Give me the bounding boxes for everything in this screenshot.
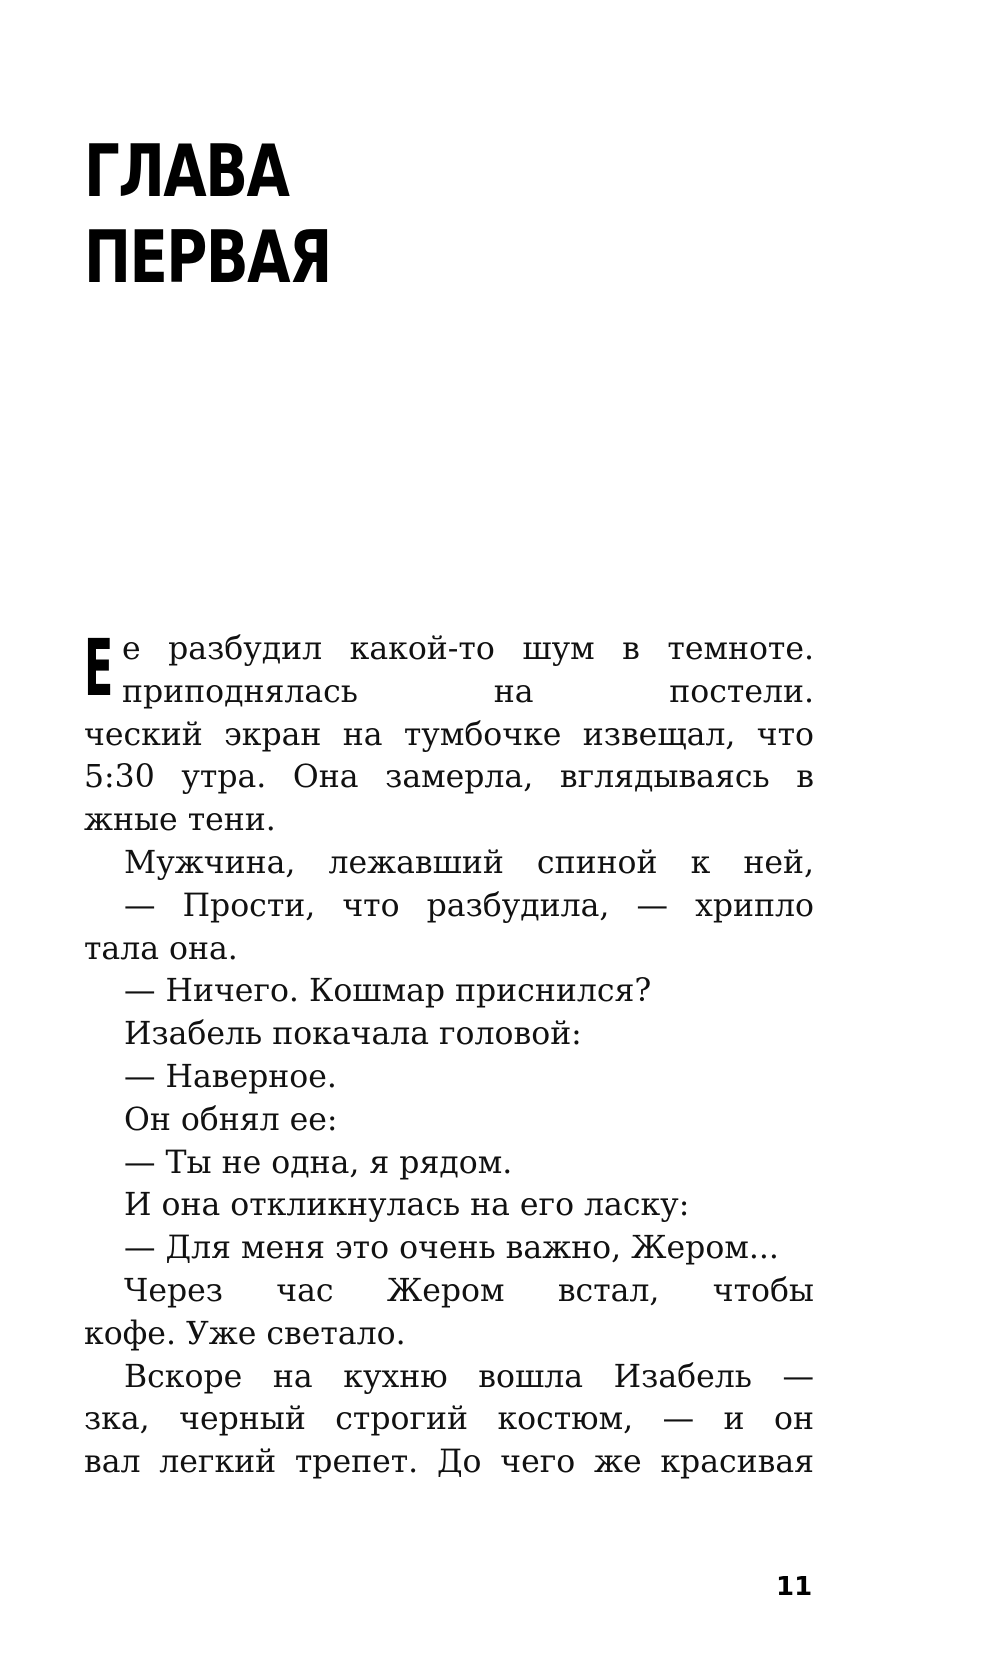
text-line-13: — Ты не одна, я рядом. <box>124 1144 513 1181</box>
text-line-20: вал легкий трепет. До чего же красивая <box>84 1444 814 1481</box>
drop-cap-letter: Е <box>84 624 114 714</box>
text-line-4: 5:30 утра. Она замерла, вглядываясь в <box>84 759 814 796</box>
text-line-6: Мужчина, лежавший спиной к ней, <box>124 844 814 881</box>
text-line-11: — Наверное. <box>124 1058 337 1095</box>
text-line-19: зка, черный строгий костюм, — и он <box>84 1401 814 1438</box>
text-line-2: приподнялась на постели. <box>122 673 814 710</box>
chapter-title <box>84 128 331 300</box>
text-line-14: И она откликнулась на его ласку: <box>124 1187 690 1224</box>
text-line-15: — Для меня это очень важно, Жером... <box>124 1230 779 1267</box>
text-line-7: — Прости, что разбудила, — хрипло <box>124 887 814 924</box>
text-line-18: Вскоре на кухню вошла Изабель — <box>124 1358 814 1395</box>
text-line-16: Через час Жером встал, чтобы <box>124 1272 814 1309</box>
text-line-5: жные тени. <box>84 802 276 839</box>
text-line-9: — Ничего. Кошмар приснился? <box>124 973 652 1010</box>
page-number: 11 <box>776 1572 813 1602</box>
text-line-3: ческий экран на тумбочке извещал, что <box>84 716 814 753</box>
text-line-8: тала она. <box>84 930 238 967</box>
text-line-1: е разбудил какой-то шум в темноте. <box>122 631 814 667</box>
chapter-title-line-1: ГЛАВА <box>84 129 289 213</box>
chapter-body-text <box>84 624 814 1484</box>
chapter-title-line-2: ПЕРВАЯ <box>84 215 331 299</box>
text-line-17: кофе. Уже светало. <box>84 1315 406 1352</box>
text-line-10: Изабель покачала головой: <box>124 1016 582 1053</box>
text-line-12: Он обнял ее: <box>124 1101 338 1138</box>
